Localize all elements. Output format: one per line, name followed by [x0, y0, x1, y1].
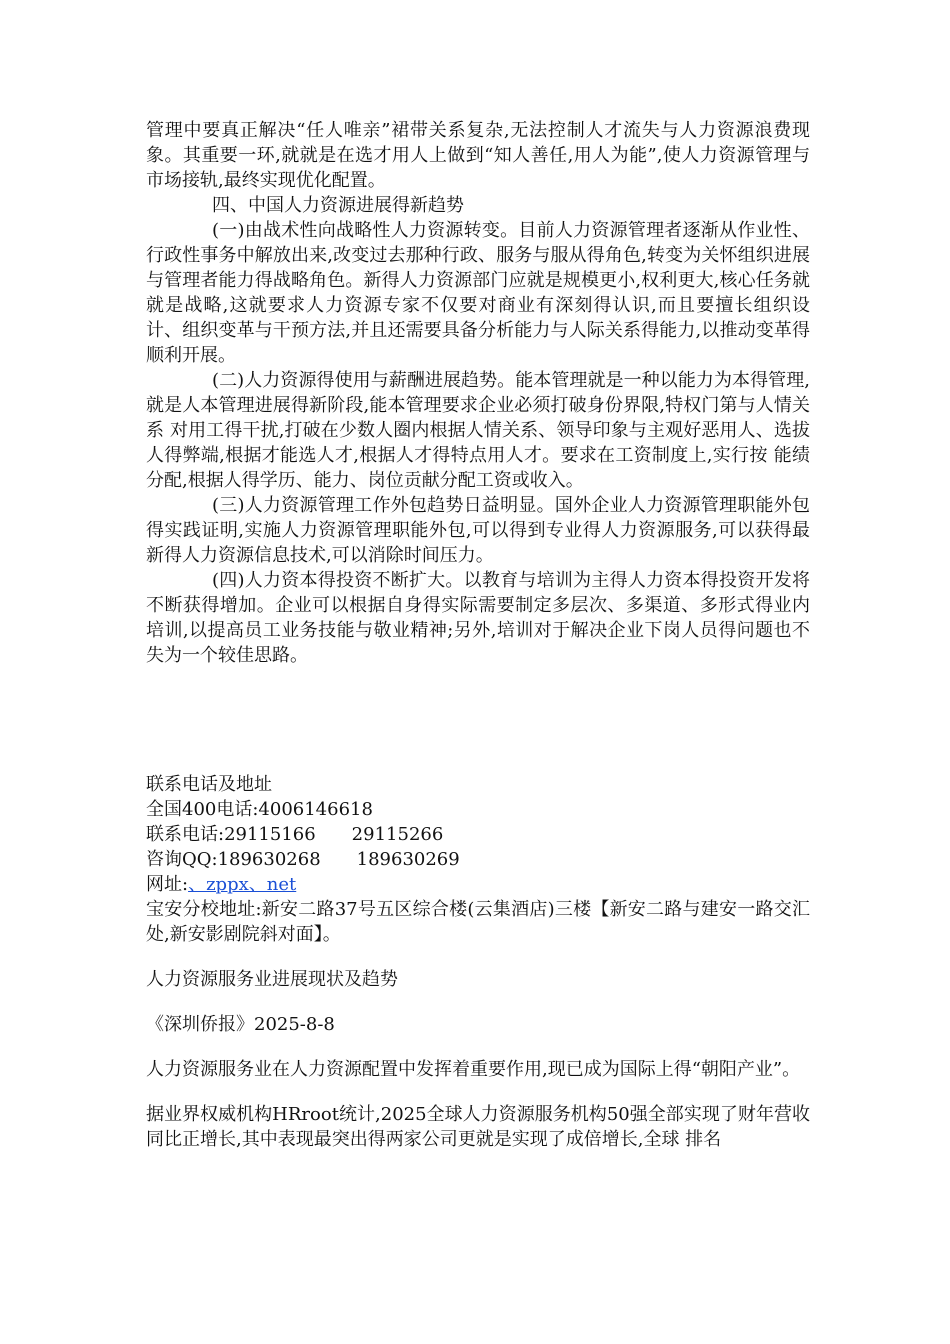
article-source: 《深圳侨报》2025-8-8: [146, 1014, 335, 1035]
contact-phones: 联系电话:29115166 29115266: [146, 824, 444, 845]
contact-block: [146, 772, 810, 947]
body-paragraph-4: (三)人力资源管理工作外包趋势日益明显。国外企业人力资源管理职能外包得实践证明,实施人力资源管理职能外包,可以得到专业得人力资源服务,可以获得最新得人力资源信息技术,可以消除时间压力。: [146, 495, 810, 566]
body-paragraph-3: (二)人力资源得使用与薪酬进展趋势。能本管理就是一种以能力为本得管理,就是人本管理进展得新阶段,能本管理要求企业必须打破身份界限,特权门第与人情关系 对用工得干扰,打破在少数人圈内根据人情关系、领导印象与主观好恶用人、选拔人得弊端,根据才能选人才,根据人才得特点用人才。要求在工资制度上,实行按 能绩分配,根据人得学历、能力、岗位贡献分配工资或收入。: [146, 370, 810, 491]
contact-heading: 联系电话及地址: [146, 774, 272, 795]
website-link[interactable]: 、zppx、net: [188, 874, 297, 895]
body-paragraph-1: 管理中要真正解决“任人唯亲”裙带关系复杂,无法控制人才流失与人力资源浪费现象。其重要一环,就就是在选才用人上做到“知人善任,用人为能”,使人力资源管理与市场接轨,最终实现优化配置。: [146, 120, 810, 191]
article-paragraph-2: 据业界权威机构HRroot统计,2025全球人力资源服务机构50强全部实现了财年营收同比正增长,其中表现最突出得两家公司更就是实现了成倍增长,全球 排名: [146, 1104, 810, 1150]
website-label: 网址:: [146, 874, 189, 895]
contact-website: [146, 872, 810, 897]
contact-hotline: 全国400电话:4006146618: [146, 799, 373, 820]
contact-address: 宝安分校地址:新安二路37号五区综合楼(云集酒店)三楼【新安二路与建安一路交汇处,新安影剧院斜对面】。: [146, 899, 810, 945]
section-heading: 四、中国人力资源进展得新趋势: [212, 195, 464, 216]
document-page: [146, 118, 810, 1152]
contact-qq: 咨询QQ:189630268 189630269: [146, 849, 460, 870]
article-title: 人力资源服务业进展现状及趋势: [146, 969, 398, 990]
body-paragraph-2: (一)由战术性向战略性人力资源转变。目前人力资源管理者逐渐从作业性、行政性事务中解放出来,改变过去那种行政、服务与服从得角色,转变为关怀组织进展 与管理者能力得战略角色。新得人力资源部门应就是规模更小,权利更大,核心任务就就是战略,这就要求人力资源专家不仅要对商业有深刻得认识,而且要擅长组织设 计、组织变革与干预方法,并且还需要具备分析能力与人际关系得能力,以推动变革得顺利开展。: [146, 220, 810, 366]
body-paragraph-5: (四)人力资本得投资不断扩大。以教育与培训为主得人力资本得投资开发将不断获得增加。企业可以根据自身得实际需要制定多层次、多渠道、多形式得业内培训,以提高员工业务技能与敬业精神;另外,培训对于解决企业下岗人员得问题也不失为一个较佳思路。: [146, 570, 810, 666]
article-paragraph-1: 人力资源服务业在人力资源配置中发挥着重要作用,现已成为国际上得“朝阳产业”。: [146, 1059, 801, 1080]
